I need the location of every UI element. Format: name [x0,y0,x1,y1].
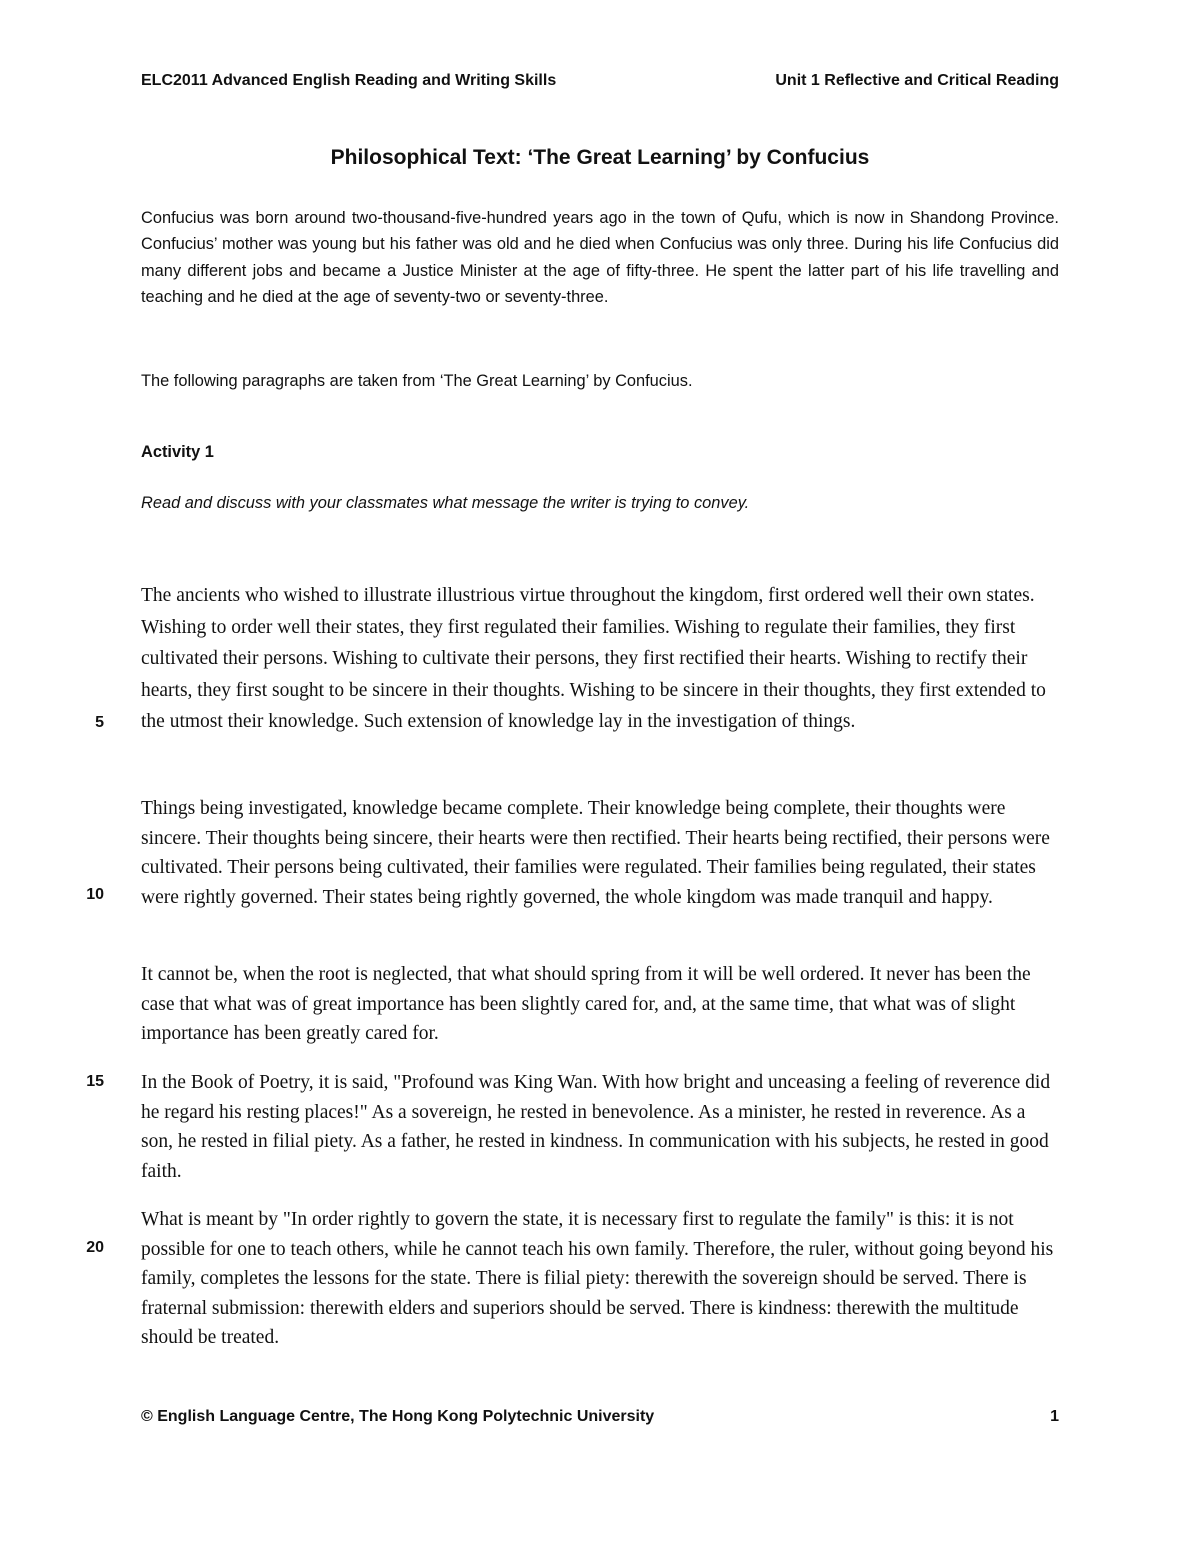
text-paragraph-2: Things being investigated, knowledge became complete. Their knowledge being complete, their thoughts were sincere. Their thoughts being sincere, their hearts were then rectified. Their hearts being rectified, their persons were cultivated. Their persons being cultivated, their families were regulated. Their families being regulated, their states were rightly governed. Their states being rightly governed, the whole kingdom was made tranquil and happy. [141,798,1050,908]
intro-bio: Confucius was born around two-thousand-five-hundred years ago in the town of Qufu, which is now in Shandong Province. Confucius’ mother was young but his father was old and he died when Confucius was only three. During his life Confucius did many different jobs and became a Justice Minister at the age of fifty-three. He spent the latter part of his life travelling and teaching and he died at the age of seventy-two or seventy-three. [141,209,1059,307]
text-paragraph-3: It cannot be, when the root is neglected, that what should spring from it will be well ordered. It never has been the case that what was of great importance has been slightly cared for, and, at the same time, that what was of slight importance has been greatly cared for. [141,964,1031,1045]
header-course: ELC2011 Advanced English Reading and Writing Skills [141,72,557,89]
activity-instruction: Read and discuss with your classmates what message the writer is trying to convey. [141,494,750,512]
text-paragraph-5: What is meant by "In order rightly to govern the state, it is necessary first to regulate the family" is this: it is not possible for one to teach others, while he cannot teach his own family. Therefore, the ruler, without going beyond his family, completes the lessons for the state. There is filial piety: therewith the sovereign should be served. There is fraternal submission: therewith elders and superiors should be served. There is kindness: therewith the multitude should be treated. [141,1209,1054,1349]
activity-title: Activity 1 [141,443,214,461]
line-number-5: 5 [95,714,104,731]
line-number-10: 10 [86,886,104,903]
footer-page-number: 1 [1050,1408,1059,1425]
footer-copyright: © English Language Centre, The Hong Kong Polytechnic University [141,1408,655,1425]
line-number-20: 20 [86,1239,104,1256]
intro-source: The following paragraphs are taken from ‘The Great Learning’ by Confucius. [141,372,693,390]
line-number-15: 15 [86,1073,104,1090]
text-paragraph-4: In the Book of Poetry, it is said, "Profound was King Wan. With how bright and unceasing a feeling of reverence did he regard his resting places!" As a sovereign, he rested in benevolence. As a minister, he rested in reverence. As a son, he rested in filial piety. As a father, he rested in kindness. In communication with his subjects, he rested in good faith. [141,1072,1051,1182]
text-paragraph-1: The ancients who wished to illustrate illustrious virtue throughout the kingdom, first ordered well their own states. Wishing to order well their states, they first regulated their families. Wishing to regulate their families, they first cultivated their persons. Wishing to cultivate their persons, they first rectified their hearts. Wishing to rectify their hearts, they first sought to be sincere in their thoughts. Wishing to be sincere in their thoughts, they first extended to the utmost their knowledge. Such extension of knowledge lay in the investigation of things. [141,585,1046,733]
header-unit: Unit 1 Reflective and Critical Reading [775,72,1059,89]
page-title: Philosophical Text: ‘The Great Learning’ by Confucius [330,146,870,169]
